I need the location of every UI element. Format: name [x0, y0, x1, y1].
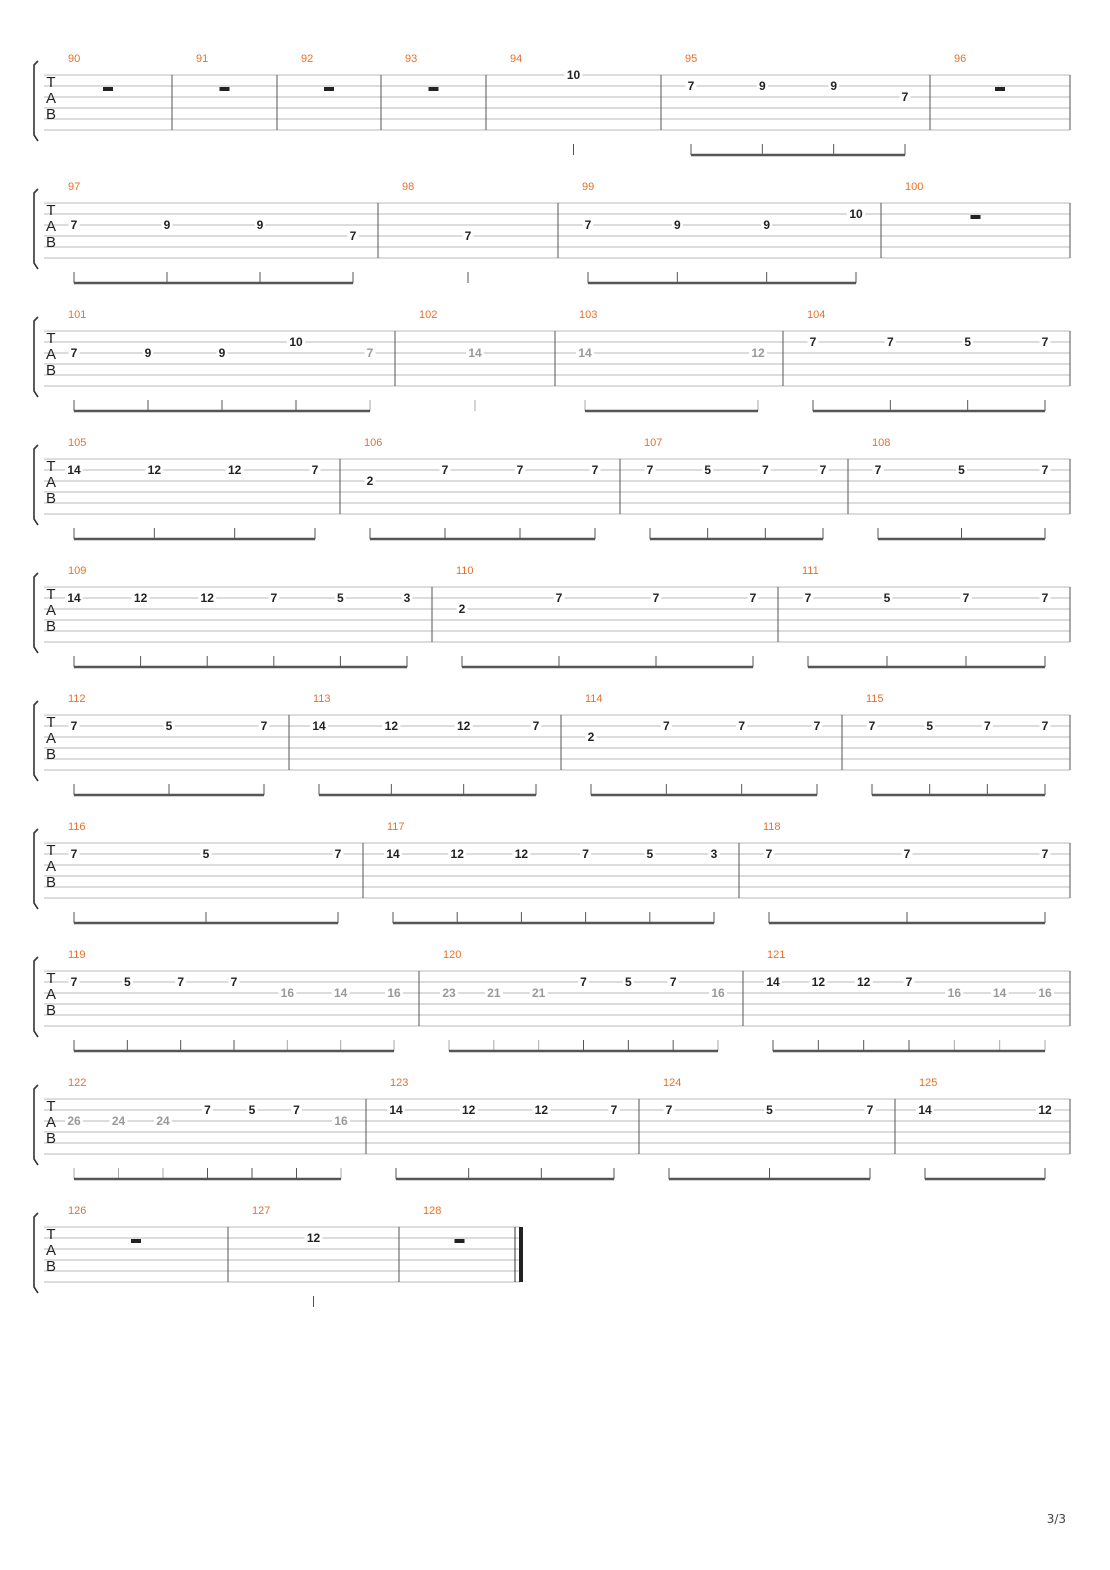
fret-number: 12: [856, 975, 871, 989]
tab-clef-letter: A: [45, 1242, 57, 1259]
tab-clef-letter: A: [45, 602, 57, 619]
tab-system: [34, 1077, 1070, 1179]
whole-rest: [220, 87, 230, 91]
whole-rest: [995, 87, 1005, 91]
tab-clef-letter: B: [45, 874, 57, 891]
fret-number: 7: [177, 975, 185, 989]
fret-number: 7: [738, 719, 746, 733]
fret-number: 10: [289, 335, 303, 349]
measure-number: 90: [68, 53, 81, 65]
tab-clef-letter: B: [45, 490, 57, 507]
fret-number: 5: [123, 975, 131, 989]
fret-number: 7: [70, 218, 78, 232]
tab-clef-letter: B: [45, 362, 57, 379]
fret-number: 7: [687, 79, 695, 93]
measure-number: 94: [510, 53, 523, 65]
tab-clef-letter: A: [45, 90, 57, 107]
page-number: 3/3: [1046, 1512, 1066, 1526]
measure: [440, 949, 727, 1051]
fret-number: 24: [111, 1114, 126, 1128]
fret-number: 7: [868, 719, 876, 733]
fret-number: 7: [761, 463, 769, 477]
fret-number: 9: [758, 79, 766, 93]
measure-number: 107: [644, 437, 663, 449]
measure-number: 98: [402, 181, 415, 193]
fret-number: 5: [766, 1103, 773, 1117]
fret-number: 14: [312, 719, 326, 733]
tab-clef-letter: T: [46, 1226, 56, 1243]
tab-clef-letter: B: [45, 1258, 57, 1275]
fret-number: 16: [280, 986, 295, 1000]
measure-number: 106: [364, 437, 383, 449]
fret-number: 7: [1041, 719, 1049, 733]
fret-number: 7: [1041, 463, 1049, 477]
fret-number: 5: [704, 463, 712, 477]
measure-number: 128: [423, 1205, 442, 1217]
fret-number: 7: [652, 591, 660, 605]
measure-number: 104: [807, 309, 826, 321]
tab-clef-letter: B: [45, 1002, 57, 1019]
fret-number: 12: [306, 1231, 321, 1245]
measure: [252, 1205, 323, 1307]
fret-number: 7: [532, 719, 540, 733]
fret-number: 7: [334, 847, 342, 861]
tab-clef-letter: B: [45, 746, 57, 763]
fret-number: 9: [144, 346, 152, 360]
fret-number: 7: [70, 847, 78, 861]
tab-clef-letter: T: [46, 586, 56, 603]
measure-number: 100: [905, 181, 924, 193]
measure: [872, 437, 1051, 539]
measure: [764, 949, 1054, 1051]
measure: [65, 565, 413, 667]
measure: [301, 53, 334, 91]
fret-number: 12: [534, 1103, 549, 1117]
fret-number: 14: [386, 847, 400, 861]
measure-number: 105: [68, 437, 87, 449]
fret-number: 7: [441, 463, 449, 477]
fret-number: 7: [866, 1103, 874, 1117]
fret-number: 7: [874, 463, 882, 477]
tab-system: [34, 1205, 523, 1307]
measure-number: 114: [585, 693, 603, 705]
measure: [954, 53, 1005, 91]
tab-clef-letter: B: [45, 106, 57, 123]
tab-system: [34, 949, 1070, 1051]
fret-number: 12: [133, 591, 148, 605]
fret-number: 12: [450, 847, 464, 861]
measure: [905, 181, 981, 219]
system-bracket: [34, 573, 38, 653]
fret-number: 14: [67, 591, 81, 605]
measure: [68, 949, 403, 1051]
measure-number: 92: [301, 53, 314, 65]
fret-number: 12: [461, 1103, 476, 1117]
fret-number: 7: [293, 1103, 300, 1117]
tab-system: [34, 693, 1070, 795]
whole-rest: [103, 87, 113, 91]
fret-number: 7: [70, 975, 78, 989]
whole-rest: [455, 1239, 465, 1243]
tab-clef-letter: A: [45, 1114, 57, 1131]
tab-clef-letter: B: [45, 618, 57, 635]
fret-number: 23: [442, 986, 456, 1000]
fret-number: 12: [147, 463, 162, 477]
system-bracket: [34, 701, 38, 781]
fret-number: 14: [578, 346, 592, 360]
measure: [68, 693, 270, 795]
measure-number: 91: [196, 53, 209, 65]
measure: [685, 53, 911, 155]
measure: [644, 437, 829, 539]
fret-number: 9: [673, 218, 681, 232]
fret-number: 7: [665, 1103, 673, 1117]
fret-number: 14: [992, 986, 1007, 1000]
fret-number: 10: [566, 68, 581, 82]
measure: [866, 693, 1051, 795]
system-bracket: [34, 317, 38, 397]
fret-number: 5: [958, 463, 965, 477]
measure-number: 120: [443, 949, 462, 961]
system-bracket: [34, 189, 38, 269]
measure-number: 103: [579, 309, 598, 321]
fret-number: 12: [200, 591, 214, 605]
measure-number: 96: [954, 53, 967, 65]
fret-number: 9: [218, 346, 226, 360]
whole-rest: [131, 1239, 141, 1243]
tab-clef-letter: T: [46, 458, 56, 475]
fret-number: 7: [669, 975, 677, 989]
fret-number: 7: [804, 591, 812, 605]
measure: [387, 1077, 620, 1179]
measure-number: 93: [405, 53, 418, 65]
fret-number: 7: [580, 975, 587, 989]
whole-rest: [971, 215, 981, 219]
measure: [419, 309, 484, 411]
measure-number: 110: [456, 565, 474, 577]
fret-number: 7: [903, 847, 911, 861]
fret-number: 12: [751, 346, 765, 360]
measure-number: 115: [866, 693, 884, 705]
tab-clef-letter: A: [45, 346, 57, 363]
fret-number: 7: [260, 719, 268, 733]
measure: [576, 309, 767, 411]
fret-number: 16: [711, 986, 725, 1000]
measure: [763, 821, 1051, 923]
fret-number: 7: [886, 335, 894, 349]
fret-number: 16: [947, 986, 962, 1000]
fret-number: 3: [403, 591, 411, 605]
tab-clef-letter: T: [46, 714, 56, 731]
measure-number: 113: [313, 693, 331, 705]
measure-number: 101: [68, 309, 87, 321]
measure-number: 124: [663, 1077, 682, 1089]
tab-clef-letter: T: [46, 202, 56, 219]
measure-number: 97: [68, 181, 81, 193]
measure-number: 118: [763, 821, 781, 833]
measure-number: 112: [68, 693, 86, 705]
tab-clef-letter: B: [45, 1130, 57, 1147]
tab-system: [34, 565, 1070, 667]
fret-number: 5: [202, 847, 210, 861]
measure-number: 122: [68, 1077, 87, 1089]
fret-number: 9: [763, 218, 771, 232]
fret-number: 12: [456, 719, 471, 733]
fret-number: 7: [1041, 847, 1049, 861]
measure-number: 99: [582, 181, 595, 193]
measure: [402, 181, 474, 283]
fret-number: 7: [349, 229, 357, 243]
tab-clef-letter: A: [45, 858, 57, 875]
measure: [807, 309, 1051, 411]
measure-number: 102: [419, 309, 438, 321]
measure: [802, 565, 1051, 667]
fret-number: 3: [710, 847, 718, 861]
tab-clef-letter: A: [45, 474, 57, 491]
fret-number: 7: [749, 591, 757, 605]
fret-number: 5: [624, 975, 632, 989]
fret-number: 16: [387, 986, 401, 1000]
measure: [364, 437, 601, 539]
tab-clef-letter: T: [46, 74, 56, 91]
fret-number: 7: [901, 90, 909, 104]
measure: [456, 565, 759, 667]
fret-number: 9: [256, 218, 264, 232]
measure: [585, 693, 823, 795]
fret-number: 7: [983, 719, 991, 733]
fret-number: 14: [333, 986, 348, 1000]
system-bracket: [34, 1085, 38, 1165]
fret-number: 14: [468, 346, 482, 360]
fret-number: 9: [163, 218, 171, 232]
fret-number: 7: [1041, 335, 1049, 349]
tab-clef-letter: A: [45, 986, 57, 1003]
fret-number: 14: [67, 463, 81, 477]
final-barline: [519, 1227, 523, 1282]
fret-number: 5: [883, 591, 891, 605]
fret-number: 7: [464, 229, 472, 243]
fret-number: 7: [962, 591, 970, 605]
fret-number: 12: [1038, 1103, 1052, 1117]
fret-number: 5: [964, 335, 972, 349]
fret-number: 5: [248, 1103, 256, 1117]
measure-number: 111: [802, 565, 819, 577]
fret-number: 12: [514, 847, 529, 861]
fret-number: 7: [905, 975, 913, 989]
fret-number: 2: [587, 730, 595, 744]
fret-number: 7: [610, 1103, 618, 1117]
measure: [384, 821, 720, 923]
measure: [68, 821, 344, 923]
system-bracket: [34, 829, 38, 909]
fret-number: 5: [165, 719, 173, 733]
fret-number: 7: [809, 335, 817, 349]
fret-number: 7: [70, 346, 78, 360]
measure: [68, 1205, 141, 1243]
tab-system: [34, 309, 1070, 411]
system-bracket: [34, 445, 38, 525]
measure-number: 117: [387, 821, 405, 833]
measure: [310, 693, 542, 795]
whole-rest: [429, 87, 439, 91]
fret-number: 2: [366, 474, 374, 488]
fret-number: 7: [584, 218, 592, 232]
system-bracket: [34, 957, 38, 1037]
measure-number: 125: [919, 1077, 938, 1089]
fret-number: 7: [582, 847, 589, 861]
measure-number: 95: [685, 53, 698, 65]
fret-number: 7: [765, 847, 773, 861]
system-bracket: [34, 1213, 38, 1293]
fret-number: 21: [487, 986, 501, 1000]
measure-number: 127: [252, 1205, 271, 1217]
measure: [582, 181, 865, 283]
tab-clef-letter: T: [46, 970, 56, 987]
fret-number: 7: [555, 591, 563, 605]
measure: [663, 1077, 876, 1179]
fret-number: 12: [384, 719, 399, 733]
tab-clef-letter: B: [45, 234, 57, 251]
measure-number: 126: [68, 1205, 87, 1217]
fret-number: 7: [662, 719, 670, 733]
fret-number: 5: [926, 719, 934, 733]
measure: [65, 437, 321, 539]
measure-number: 119: [68, 949, 86, 961]
tab-system: [34, 821, 1070, 923]
measure: [405, 53, 439, 91]
tab-system: [34, 53, 1070, 155]
fret-number: 7: [819, 463, 827, 477]
fret-number: 9: [830, 79, 838, 93]
system-bracket: [34, 61, 38, 141]
tab-clef-letter: A: [45, 730, 57, 747]
tab-system: [34, 437, 1070, 539]
fret-number: 7: [1041, 591, 1049, 605]
tab-clef-letter: T: [46, 330, 56, 347]
fret-number: 14: [389, 1103, 403, 1117]
fret-number: 21: [531, 986, 546, 1000]
measure: [196, 53, 230, 91]
tab-clef-letter: T: [46, 842, 56, 859]
fret-number: 14: [918, 1103, 932, 1117]
measure: [68, 53, 113, 91]
fret-number: 7: [591, 463, 599, 477]
measure: [68, 309, 376, 411]
fret-number: 12: [227, 463, 242, 477]
fret-number: 7: [813, 719, 821, 733]
measure-number: 109: [68, 565, 87, 577]
fret-number: 16: [1038, 986, 1052, 1000]
measure: [510, 53, 583, 155]
measure: [65, 1077, 350, 1179]
measure-number: 123: [390, 1077, 409, 1089]
fret-number: 7: [270, 591, 278, 605]
fret-number: 10: [849, 207, 863, 221]
tab-clef-letter: A: [45, 218, 57, 235]
fret-number: 7: [366, 346, 374, 360]
fret-number: 5: [337, 591, 344, 605]
fret-number: 12: [811, 975, 826, 989]
measure-number: 116: [68, 821, 86, 833]
measure: [68, 181, 359, 283]
fret-number: 7: [516, 463, 524, 477]
measure-number: 121: [767, 949, 786, 961]
fret-number: 26: [67, 1114, 81, 1128]
measure: [423, 1205, 465, 1243]
fret-number: 24: [156, 1114, 170, 1128]
whole-rest: [324, 87, 334, 91]
tab-clef-letter: T: [46, 1098, 56, 1115]
tab-system: [34, 181, 1070, 283]
measure-number: 108: [872, 437, 891, 449]
fret-number: 7: [646, 463, 654, 477]
measure: [916, 1077, 1054, 1179]
fret-number: 2: [458, 602, 466, 616]
fret-number: 5: [646, 847, 654, 861]
fret-number: 14: [766, 975, 780, 989]
fret-number: 7: [230, 975, 238, 989]
fret-number: 7: [311, 463, 319, 477]
fret-number: 7: [204, 1103, 211, 1117]
fret-number: 7: [70, 719, 78, 733]
fret-number: 16: [334, 1114, 348, 1128]
